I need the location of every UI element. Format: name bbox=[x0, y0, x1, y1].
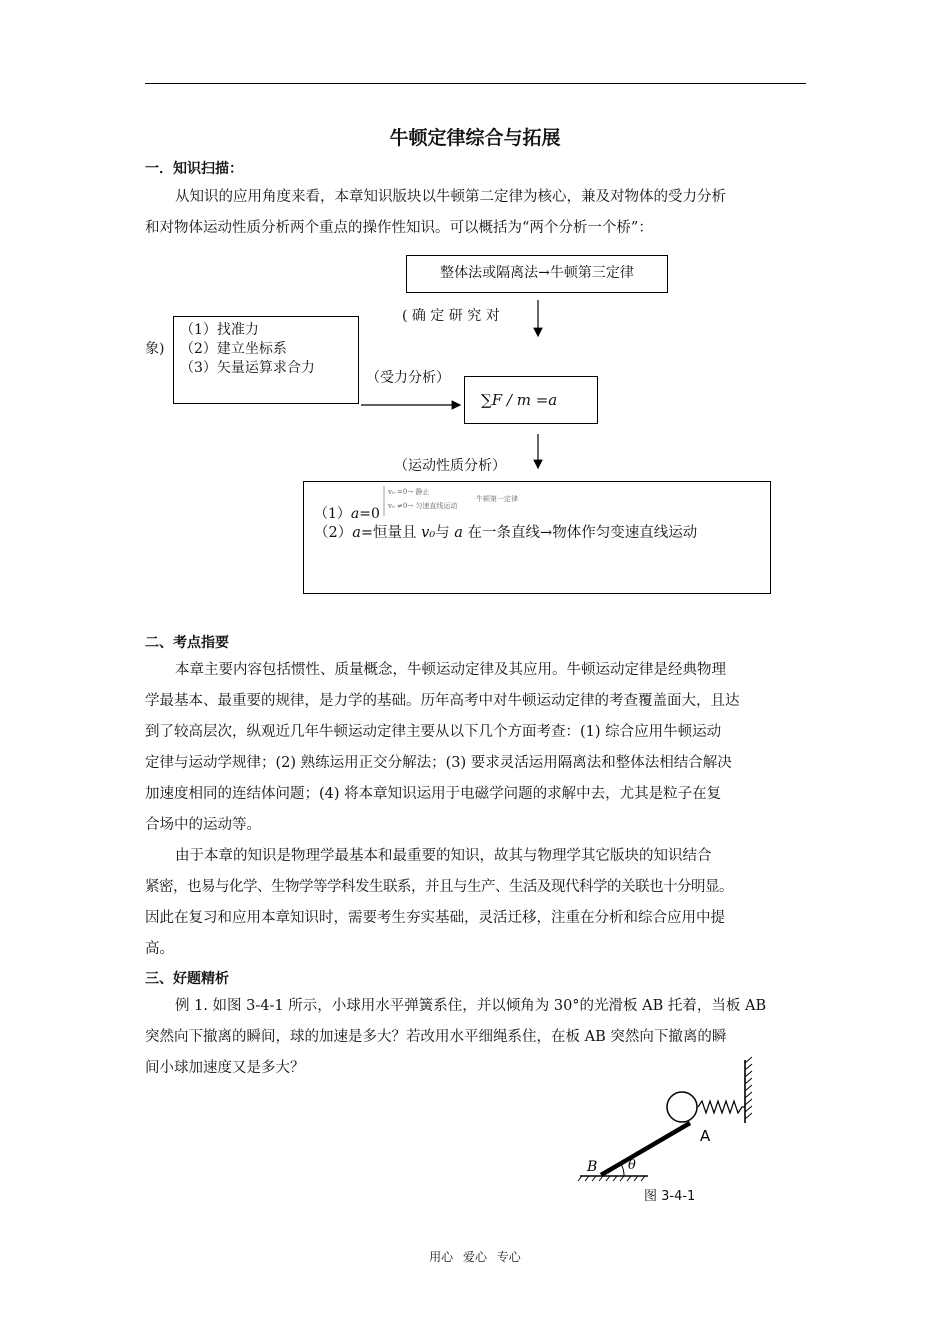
ball bbox=[667, 1092, 697, 1122]
para-line: 学最基本、最重要的规律，是力学的基础。历年高考中对牛顿运动定律的考查覆盖面大，且达 bbox=[145, 693, 740, 709]
section1-line: 和对物体运动性质分析两个重点的操作性知识。可以概括为“两个分析一个桥”： bbox=[145, 220, 653, 236]
para-line: 定律与运动学规律；(2) 熟练运用正交分解法；(3) 要求灵活运用隔离法和整体法相结合解决 bbox=[145, 755, 732, 771]
motion-item-1 bbox=[314, 503, 380, 523]
figure-3-4-1 bbox=[570, 1055, 770, 1185]
top-box: 整体法或隔离法→牛顿第三定律 bbox=[406, 255, 668, 293]
board bbox=[601, 1123, 690, 1175]
motion-1-var: a bbox=[350, 506, 360, 522]
figure-caption: 图 3-4-1 bbox=[644, 1189, 696, 1204]
motion-1-prefix: （1） bbox=[314, 506, 351, 522]
object-label-2: 象) bbox=[145, 341, 165, 357]
para-line: 合场中的运动等。 bbox=[145, 817, 261, 833]
motion-2-var2: a bbox=[454, 525, 463, 541]
angle-arc bbox=[621, 1164, 624, 1176]
label-B: B bbox=[587, 1159, 598, 1175]
example-line: 例 1. 如图 3-4-1 所示，小球用水平弹簧系住，并以倾角为 30°的光滑板 AB 托着，当板 AB bbox=[175, 998, 767, 1014]
para-line: 由于本章的知识是物理学最基本和最重要的知识，故其与物理学其它版块的知识结合 bbox=[175, 848, 712, 864]
example-line: 间小球加速度又是多大？ bbox=[145, 1060, 305, 1076]
formula-box: ∑F / m =a bbox=[464, 376, 598, 424]
motion-2-end: 在一条直线→物体作匀变速直线运动 bbox=[462, 525, 698, 541]
para-line: 紧密，也易与化学、生物学等学科发生联系，并且与生产、生活及现代科学的关联也十分明显。 bbox=[145, 879, 733, 895]
brace-top: v₀ =0→ 静止 bbox=[388, 488, 430, 496]
label-A: A bbox=[700, 1127, 711, 1145]
motion-2-mid2: 与 bbox=[435, 525, 455, 541]
motion-analysis-label: （运动性质分析） bbox=[394, 458, 506, 474]
wall-hatch bbox=[745, 1057, 752, 1119]
motion-1-eq: =0 bbox=[359, 506, 380, 522]
brace-note: 牛顿第一定律 bbox=[476, 495, 518, 503]
motion-2-prefix: （2） bbox=[314, 525, 353, 541]
para-line: 加速度相同的连结体问题；(4) 将本章知识运用于电磁学问题的求解中去，尤其是粒子在复 bbox=[145, 786, 722, 802]
motion-analysis-box bbox=[303, 481, 771, 594]
page-footer: 用心 爱心 专心 bbox=[429, 1250, 521, 1264]
section1-heading: 一．知识扫描： bbox=[145, 161, 243, 177]
object-label-1: ( 确 定 研 究 对 bbox=[402, 308, 500, 324]
spring bbox=[698, 1101, 745, 1113]
label-theta: θ bbox=[628, 1158, 636, 1173]
force-item: （3）矢量运算求合力 bbox=[180, 360, 315, 376]
motion-2-var: a bbox=[352, 525, 361, 541]
section2-paragraph-1 bbox=[145, 655, 807, 841]
motion-2-v: v₀ bbox=[421, 525, 436, 541]
section1-line: 从知识的应用角度来看，本章知识版块以牛顿第二定律为核心，兼及对物体的受力分析 bbox=[175, 189, 726, 205]
motion-2-mid: =恒量且 bbox=[360, 525, 422, 541]
para-line: 高。 bbox=[145, 941, 174, 957]
example-line: 突然向下撤离的瞬间，球的加速是多大？若改用水平细绳系住，在板 AB 突然向下撤离的瞬 bbox=[145, 1029, 727, 1045]
section2-paragraph-2 bbox=[145, 841, 807, 965]
para-line: 因此在复习和应用本章知识时，需要考生夯实基础，灵活迁移，注重在分析和综合应用中提 bbox=[145, 910, 725, 926]
section2-heading: 二、考点指要 bbox=[145, 635, 229, 651]
para-line: 到了较高层次，纵观近几年牛顿运动定律主要从以下几个方面考查：(1) 综合应用牛顿运动 bbox=[145, 724, 722, 740]
brace-bottom: v₀ ≠0→ 匀速直线运动 bbox=[388, 502, 458, 510]
force-item: （2）建立坐标系 bbox=[180, 341, 287, 357]
para-line: 本章主要内容包括惯性、质量概念，牛顿运动定律及其应用。牛顿运动定律是经典物理 bbox=[175, 662, 726, 678]
page-title: 牛顿定律综合与拓展 bbox=[389, 127, 561, 149]
motion-item-2 bbox=[314, 521, 697, 542]
force-analysis-label: （受力分析） bbox=[366, 370, 450, 386]
force-item: （1）找准力 bbox=[180, 322, 259, 338]
section3-heading: 三、好题精析 bbox=[145, 971, 229, 987]
